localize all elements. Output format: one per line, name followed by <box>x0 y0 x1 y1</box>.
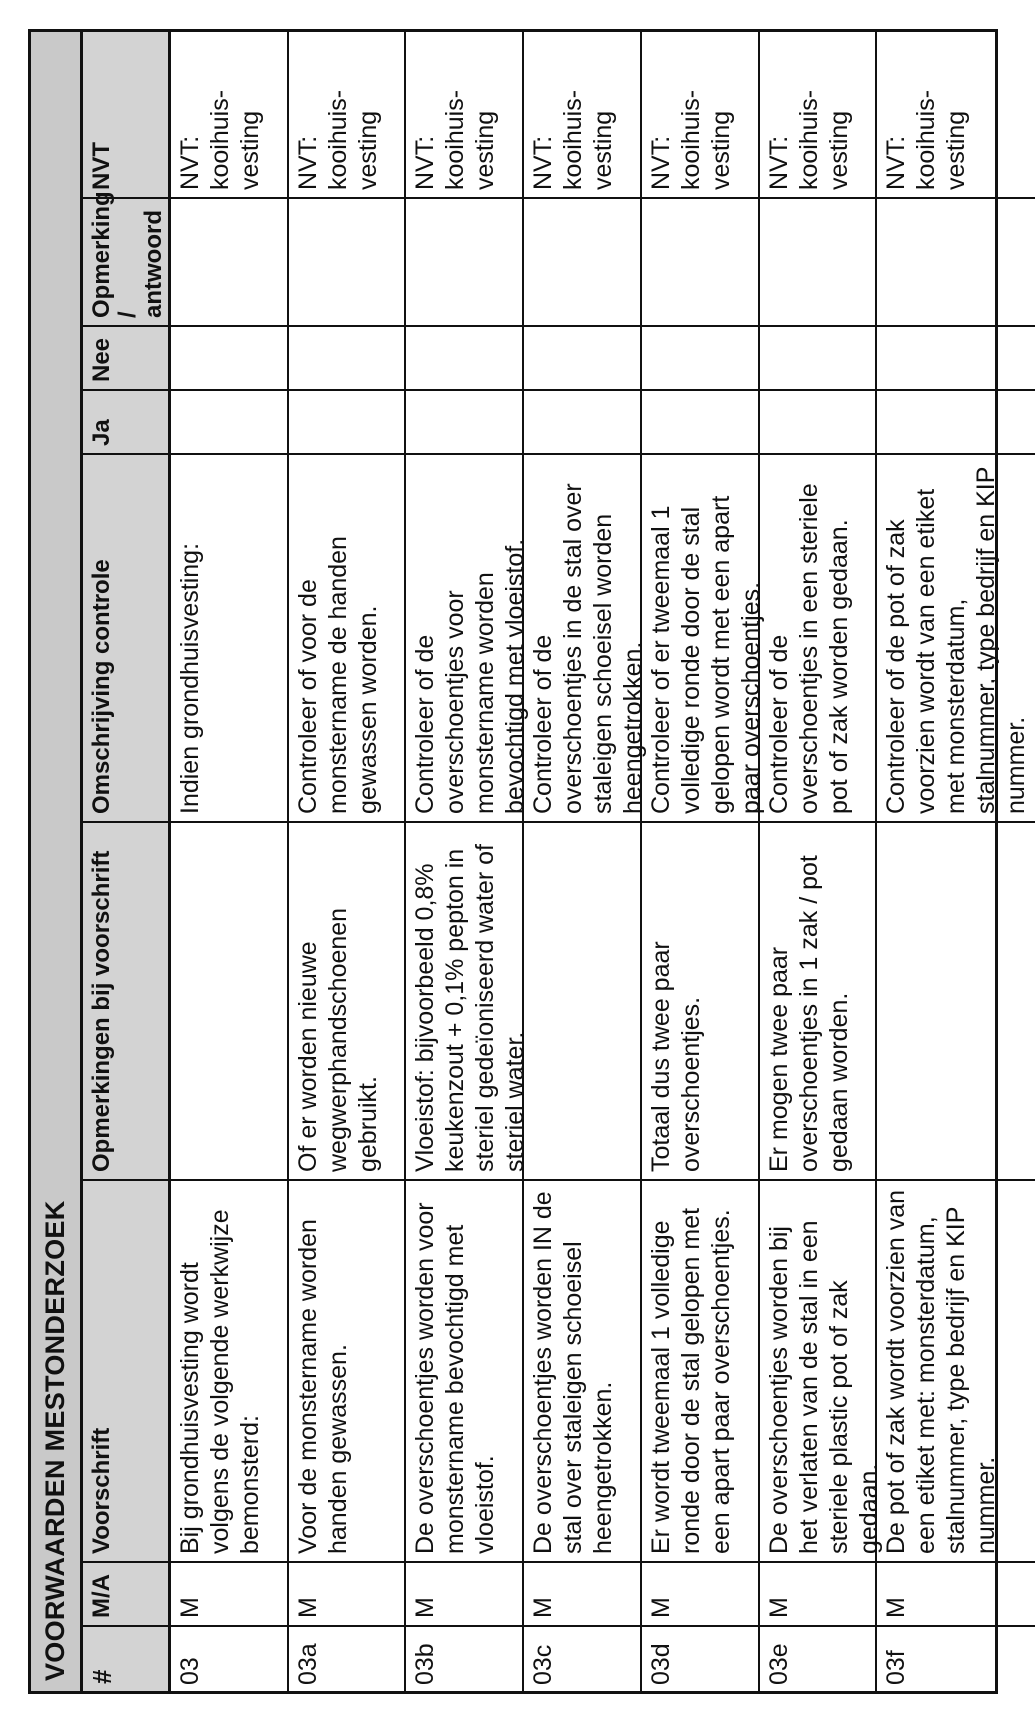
row-opmerkingen <box>877 821 1035 1179</box>
row-ma: M <box>289 1561 405 1625</box>
table-row <box>406 32 530 1691</box>
row-opmerking-antwoord-field[interactable] <box>642 197 770 325</box>
row-opmerking-antwoord-field[interactable] <box>289 197 405 325</box>
row-nee-checkbox[interactable] <box>171 325 287 389</box>
row-voorschrift: Er wordt tweemaal 1 volledige ronde door de stal gelopen met een apart paar overschoentjes. <box>642 1179 770 1561</box>
row-nee-checkbox[interactable] <box>877 325 1035 389</box>
row-nee-checkbox[interactable] <box>524 325 652 389</box>
column-header-ma: M/A <box>83 1561 171 1625</box>
row-nvt: NVT: kooihuis-vesting <box>764 89 853 190</box>
row-opmerking-antwoord-field[interactable] <box>877 197 1035 325</box>
row-number: 03d <box>642 1625 770 1691</box>
column-header-opmerkingen: Opmerkingen bij voorschrift <box>83 821 171 1179</box>
table-row <box>642 32 765 1691</box>
row-voorschrift: De overschoentjes worden voor monstername bevochtigd met vloeistof. <box>406 1179 534 1561</box>
row-ma: M <box>760 1561 888 1625</box>
row-nee-checkbox[interactable] <box>406 325 534 389</box>
row-nvt: NVT: kooihuis-vesting <box>646 89 735 190</box>
row-ja-checkbox[interactable] <box>524 389 652 453</box>
column-header-nee: Nee <box>83 325 171 389</box>
row-number: 03a <box>289 1625 405 1691</box>
row-opmerkingen: Er mogen twee paar overschoentjes in 1 zak / pot gedaan worden. <box>760 821 888 1179</box>
inspection-table <box>28 29 1031 1694</box>
row-nee-checkbox[interactable] <box>289 325 405 389</box>
row-ja-checkbox[interactable] <box>171 389 287 453</box>
table-row <box>524 32 648 1691</box>
row-ja-checkbox[interactable] <box>760 389 888 453</box>
row-voorschrift: Bij grondhuisvesting wordt volgens de volgende werkwijze bemonsterd: <box>171 1179 287 1561</box>
row-number: 03f <box>877 1625 1035 1691</box>
row-omschrijving: Controleer of er tweemaal 1 volledige ronde door de stal gelopen wordt met een apart paar overschoentjes. <box>642 453 770 821</box>
row-nvt: NVT: kooihuis-vesting <box>176 89 264 190</box>
row-opmerking-antwoord-field[interactable] <box>760 197 888 325</box>
row-ja-checkbox[interactable] <box>642 389 770 453</box>
row-omschrijving: Controleer of de pot of zak voorzien wordt van een etiket met monsterdatum, stalnummer, type bedrijf en KIP nummer. <box>877 453 1035 821</box>
row-opmerking-antwoord-field[interactable] <box>406 197 534 325</box>
row-ja-checkbox[interactable] <box>289 389 405 453</box>
row-ma: M <box>406 1561 534 1625</box>
column-header-number: # <box>83 1625 171 1691</box>
row-number: 03 <box>171 1625 287 1691</box>
row-nee-checkbox[interactable] <box>642 325 770 389</box>
table-title: VOORWAARDEN MESTONDERZOEK <box>31 32 83 1691</box>
row-opmerking-antwoord-field[interactable] <box>524 197 652 325</box>
row-omschrijving: Controleer of de overschoentjes in de stal over staleigen schoeisel worden heengetrokken. <box>524 453 652 821</box>
row-ja-checkbox[interactable] <box>406 389 534 453</box>
row-opmerkingen <box>524 821 652 1179</box>
row-number: 03e <box>760 1625 888 1691</box>
row-ma: M <box>642 1561 770 1625</box>
row-opmerkingen <box>171 821 287 1179</box>
row-nvt: NVT: kooihuis-vesting <box>293 89 382 190</box>
row-voorschrift: Voor de monstername worden handen gewassen. <box>289 1179 405 1561</box>
table-header-row <box>83 32 171 1691</box>
row-ja-checkbox[interactable] <box>877 389 1035 453</box>
column-header-omschrijving: Omschrijving controle <box>83 453 171 821</box>
row-voorschrift: De pot of zak wordt voorzien van een etiket met: monsterdatum, stalnummer, type bedrijf en KIP nummer. <box>877 1179 1035 1561</box>
table-row <box>760 32 883 1691</box>
row-voorschrift: De overschoentjes worden bij het verlaten van de stal in een steriele plastic pot of zak gedaan. <box>760 1179 888 1561</box>
row-opmerkingen: Totaal dus twee paar overschoentjes. <box>642 821 770 1179</box>
row-number: 03b <box>406 1625 534 1691</box>
row-opmerking-antwoord-field[interactable] <box>171 197 287 325</box>
column-header-nvt: NVT <box>88 142 115 190</box>
table-row <box>171 32 289 1691</box>
table-row <box>289 32 407 1691</box>
row-nvt: NVT: kooihuis-vesting <box>529 89 618 190</box>
row-ma: M <box>171 1561 287 1625</box>
row-opmerkingen: Vloeistof: bijvoorbeeld 0,8% keukenzout + 0,1% pepton in steriel gedeïoniseerd water of steriel water. <box>406 821 534 1179</box>
row-nvt: NVT: kooihuis-vesting <box>882 89 971 190</box>
row-omschrijving: Controleer of de overschoentjes in een steriele pot of zak worden gedaan. <box>760 453 888 821</box>
row-omschrijving: Indien grondhuisvesting: <box>171 453 287 821</box>
row-omschrijving: Controleer of de overschoentjes voor monstername worden bevochtigd met vloeistof. <box>406 453 534 821</box>
column-header-opmerking-antwoord: Opmerking / antwoord <box>83 197 171 325</box>
row-ma: M <box>877 1561 1035 1625</box>
row-voorschrift: De overschoentjes worden IN de stal over staleigen schoeisel heengetrokken. <box>524 1179 652 1561</box>
row-omschrijving: Controleer of voor de monstername de handen gewassen worden. <box>289 453 405 821</box>
row-nee-checkbox[interactable] <box>760 325 888 389</box>
column-header-ja: Ja <box>83 389 171 453</box>
table-row <box>877 32 1031 1691</box>
row-opmerkingen: Of er worden nieuwe wegwerphandschoenen gebruikt. <box>289 821 405 1179</box>
column-header-voorschrift: Voorschrift <box>83 1179 171 1561</box>
row-ma: M <box>524 1561 652 1625</box>
row-number: 03c <box>524 1625 652 1691</box>
row-nvt: NVT: kooihuis-vesting <box>411 89 500 190</box>
